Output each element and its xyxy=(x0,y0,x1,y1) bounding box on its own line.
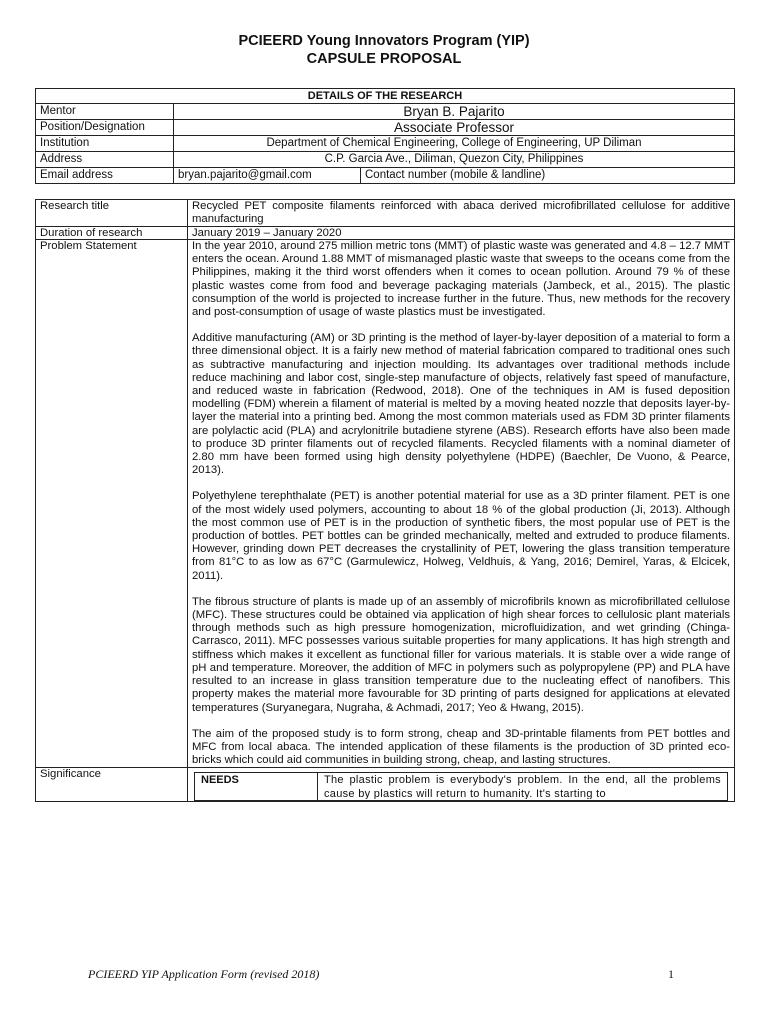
program-title: PCIEERD Young Innovators Program (YIP) xyxy=(238,33,530,49)
mentor-value: Bryan B. Pajarito xyxy=(174,104,735,120)
details-table xyxy=(35,88,735,184)
significance-body xyxy=(188,768,735,802)
research-title-label: Research title xyxy=(36,200,188,227)
institution-label: Institution xyxy=(36,136,174,152)
problem-statement-body xyxy=(188,240,735,768)
needs-cell xyxy=(318,773,728,801)
needs-table xyxy=(194,772,728,801)
problem-statement-label: Problem Statement xyxy=(36,240,188,768)
problem-paragraph: The fibrous structure of plants is made up of an assembly of microfibrils known as microfibrillated cellulose (MFC). These structures could be obtained via application of high shear forces to cellulosic plant materials through methods such as high pressure homogenization, microfluidization, and wet grinding (Chinga-Carrasco, 2011). MFC possesses various suitable properties for many applications. It has high strength and stiffness which makes it excellent as functional filler for various materials. It is stable over a wide range of pH and temperature. Moreover, the addition of MFC in polymers such as polypropylene (PP) and PLA have resulted to an increase in glass transition temperature due to the nucleating effect of nanofibers. This property makes the material more favourable for 3D printing of parts designed for applications at elevated temperatures (Suryanegara, Nugraha, & Achmadi, 2017; Yeo & Hwang, 2015). xyxy=(192,595,730,714)
contact-label-text: Contact number (mobile & landline) xyxy=(365,169,546,181)
needs-text: The plastic problem is everybody's problem. In the end, all the problems cause by plastics will return to humanity. It's starting to xyxy=(324,774,721,800)
page-number: 1 xyxy=(668,967,674,981)
address-label: Address xyxy=(36,152,174,168)
details-section-title: DETAILS OF THE RESEARCH xyxy=(36,89,735,104)
needs-label: NEEDS xyxy=(195,773,318,801)
position-value: Associate Professor xyxy=(174,120,735,136)
address-value: C.P. Garcia Ave., Diliman, Quezon City, Philippines xyxy=(174,152,735,168)
problem-paragraph: In the year 2010, around 275 million metric tons (MMT) of plastic waste was generated and 4.8 – 12.7 MMT enters the ocean. Around 1.88 MMT of mismanaged plastic waste that sweeps to the oceans come from the Philippines, making it the third worst offenders when it comes to ocean pollution. Around 79 % of these plastic wastes come from food and beverage packaging materials (Jambeck, et al., 2015). The plastic consumption of the world is projected to increase further in the future. Thus, new methods for the recovery and post-consumption of usage of waste plastics must be investigated. xyxy=(192,240,730,319)
problem-paragraph: Additive manufacturing (AM) or 3D printing is the method of layer-by-layer deposition of a material to form a three dimensional object. It is a fairly new method of material fabrication compared to traditional ones such as subtractive manufacturing and injection moulding. Its advantages over traditional methods include reduce machining and labor cost, single-step manufacture of objects, relatively fast speed of manufacture, and reduced waste in fabrication (Redwood, 2018). One of the techniques in AM is fused deposition modelling (FDM) wherein a filament of material is melted by a moving heated nozzle that deposits layer-by-layer the material into a printing bed. Among the most common materials used as FDM 3D printer filaments are polylactic acid (PLA) and acrylonitrile butadiene styrene (ABS). Research efforts have also been made to produce 3D printer filaments out of recycled filaments. Recycled filaments with a nominal diameter of 2.80 mm have been formed using high density polyethylene (HDPE) (Baechler, De Vuono, & Pearce, 2013). xyxy=(192,332,730,477)
document-title: CAPSULE PROPOSAL xyxy=(306,51,462,67)
mentor-label: Mentor xyxy=(36,104,174,120)
form-footer: PCIEERD YIP Application Form (revised 2018) xyxy=(88,967,320,981)
email-value: bryan.pajarito@gmail.com xyxy=(174,168,361,184)
research-title-value: Recycled PET composite filaments reinforced with abaca derived microfibrillated cellulose for additive manufacturing xyxy=(188,200,735,227)
institution-value: Department of Chemical Engineering, College of Engineering, UP Diliman xyxy=(174,136,735,152)
email-label: Email address xyxy=(36,168,174,184)
research-table xyxy=(35,199,735,802)
problem-paragraph: Polyethylene terephthalate (PET) is another potential material for use as a 3D printer filament. PET is one of the most widely used polymers, accounting to about 18 % of the global production (Ji, 2013). Although the most common use of PET is in the production of synthetic fibers, the most popular use of PET is the production of bottles. PET bottles can be grinded mechanically, melted and extruded to produce filaments. However, grinding down PET decreases the crystallinity of PET, lowering the glass transition temperature from 81°C to as low as 67°C (Garmulewicz, Holweg, Veldhuis, & Yang, 2016; Demirel, Yaras, & Elcicek, 2011). xyxy=(192,490,730,582)
duration-label: Duration of research xyxy=(36,227,188,240)
position-label: Position/Designation xyxy=(36,120,174,136)
significance-label: Significance xyxy=(36,768,188,802)
contact-label xyxy=(361,168,735,184)
problem-paragraph: The aim of the proposed study is to form strong, cheap and 3D-printable filaments from PET bottles and MFC from local abaca. The intended application of these filaments is the production of 3D printed eco-bricks which could aid communities in building strong, cheap, and lasting structures. xyxy=(192,727,730,767)
duration-value: January 2019 – January 2020 xyxy=(188,227,735,240)
